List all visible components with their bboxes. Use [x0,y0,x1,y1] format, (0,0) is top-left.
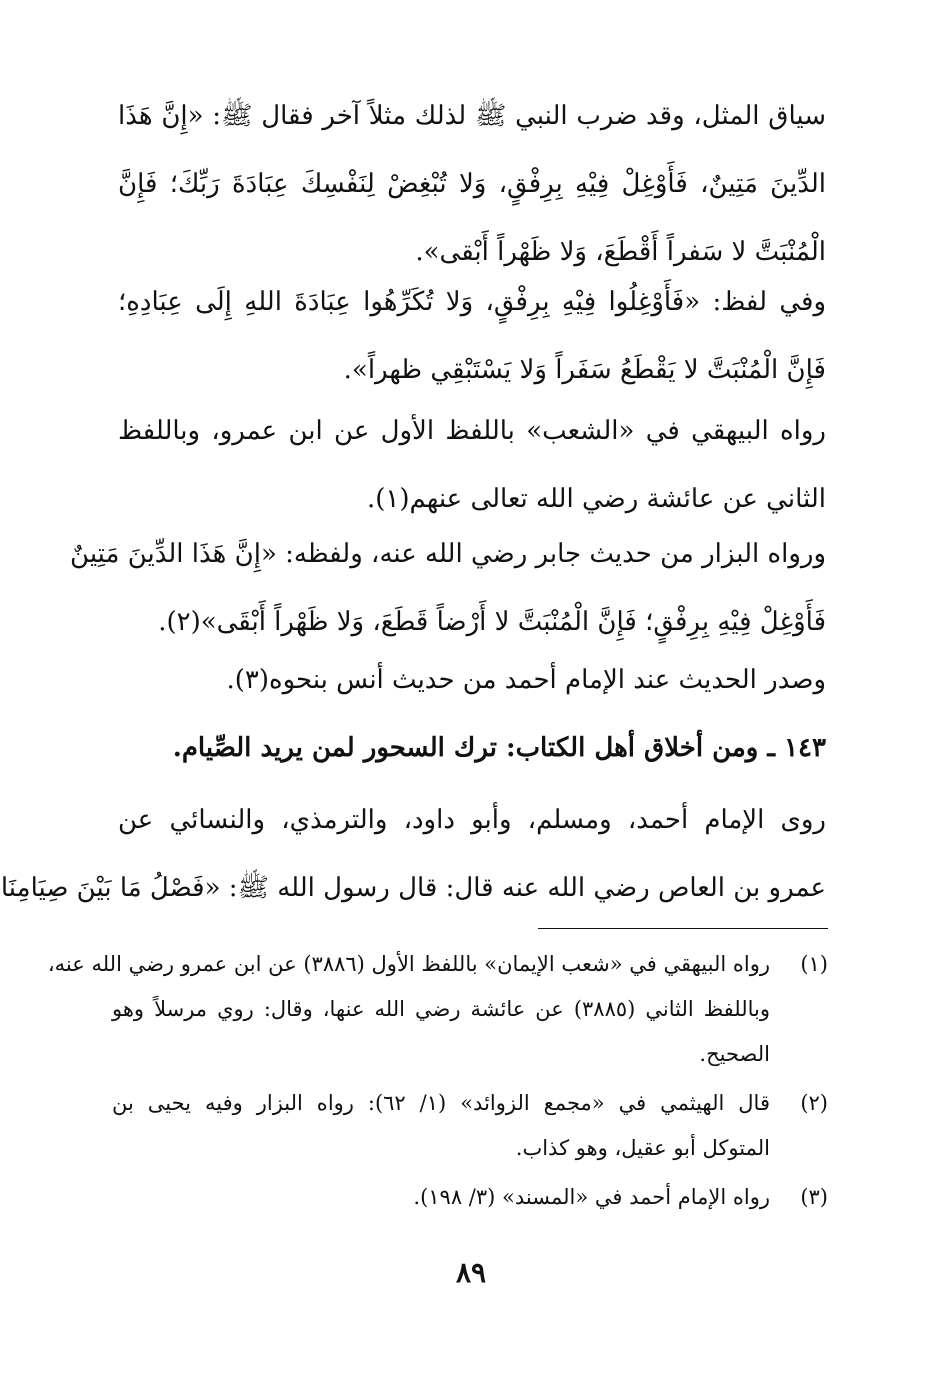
text-line: الدِّينَ مَتِينٌ، فَأَوْغِلْ فِيْهِ بِرِفْقٍ، وَلا تُبْغِضْ لِنَفْسِكَ عِبَادَةَ رَبِّكَ؛ فَإِنَّ [118,169,826,199]
page-number: ٨٩ [455,1256,487,1289]
footnote-line: قال الهيثمي في «مجمع الزوائد» (١/ ٦٢): رواه البزار وفيه يحيى بن [112,1091,770,1115]
text-line: روى الإمام أحمد، ومسلم، وأبو داود، والترمذي، والنسائي عن [118,805,826,835]
text-line: الْمُنْبَتَّ لا سَفراً أَقْطَعَ، وَلا ظَهْراً أَبْقى». [415,237,826,267]
footnote-2 [112,1081,828,1171]
paragraph-6 [0,786,826,922]
footnote-number: (٢) [800,1091,828,1115]
footnotes [47,942,828,1224]
paragraph-5 [118,646,826,714]
text-line: وفي لفظ: «فَأَوْغِلُوا فِيْهِ بِرِفْقٍ، وَلا تُكَرِّهُوا عِبَادَةَ اللهِ إِلَى عِبَادِهِ؛ [118,287,826,317]
footnote-number: (١) [800,952,828,976]
footnote-separator [538,928,828,929]
text-line: الثاني عن عائشة رضي الله تعالى عنهم(١). [367,484,826,514]
footnote-line: رواه الإمام أحمد في «المسند» (٣/ ١٩٨). [413,1185,770,1209]
section-heading [118,714,826,782]
text-line: فَأَوْغِلْ فِيْهِ بِرِفْقٍ؛ فَإِنَّ الْمُنْبَتَّ لا أَرْضاً قَطَعَ، وَلا ظَهْراً أَبْقَى»(٢). [158,607,826,637]
footnote-1 [47,942,828,1077]
footnote-line: وباللفظ الثاني (٣٨٨٥) عن عائشة رضي الله عنها، وقال: روي مرسلاً وهو [112,997,770,1021]
paragraph-3 [118,397,826,533]
text-line: رواه البيهقي في «الشعب» باللفظ الأول عن ابن عمرو، وباللفظ [118,416,826,446]
text-line: عمرو بن العاص رضي الله عنه قال: قال رسول الله ﷺ: «فَصْلُ مَا بَيْنَ صِيَامِنَا [0,873,826,903]
text-line: ورواه البزار من حديث جابر رضي الله عنه، ولفظه: «إِنَّ هَذَا الدِّينَ مَتِينٌ [70,539,826,569]
text-line: وصدر الحديث عند الإمام أحمد من حديث أنس بنحوه(٣). [226,665,826,695]
footnote-number: (٣) [800,1185,828,1209]
text-line: فَإِنَّ الْمُنْبَتَّ لا يَقْطَعُ سَفَراً وَلا يَسْتَبْقِي ظهراً». [343,355,826,385]
paragraph-1 [118,82,826,286]
footnote-3 [112,1175,828,1220]
text-line: سياق المثل، وقد ضرب النبي ﷺ لذلك مثلاً آخر فقال ﷺ: «إِنَّ هَذَا [118,101,826,131]
paragraph-4 [70,520,826,656]
footnote-line: رواه البيهقي في «شعب الإيمان» باللفظ الأول (٣٨٨٦) عن ابن عمرو رضي الله عنه، [47,952,770,976]
heading-line: ١٤٣ ـ ومن أخلاق أهل الكتاب: ترك السحور لمن يريد الصِّيام. [172,733,826,763]
footnote-line: المتوكل أبو عقيل، وهو كذاب. [515,1136,770,1160]
paragraph-2 [118,268,826,404]
footnote-line: الصحيح. [699,1042,770,1066]
